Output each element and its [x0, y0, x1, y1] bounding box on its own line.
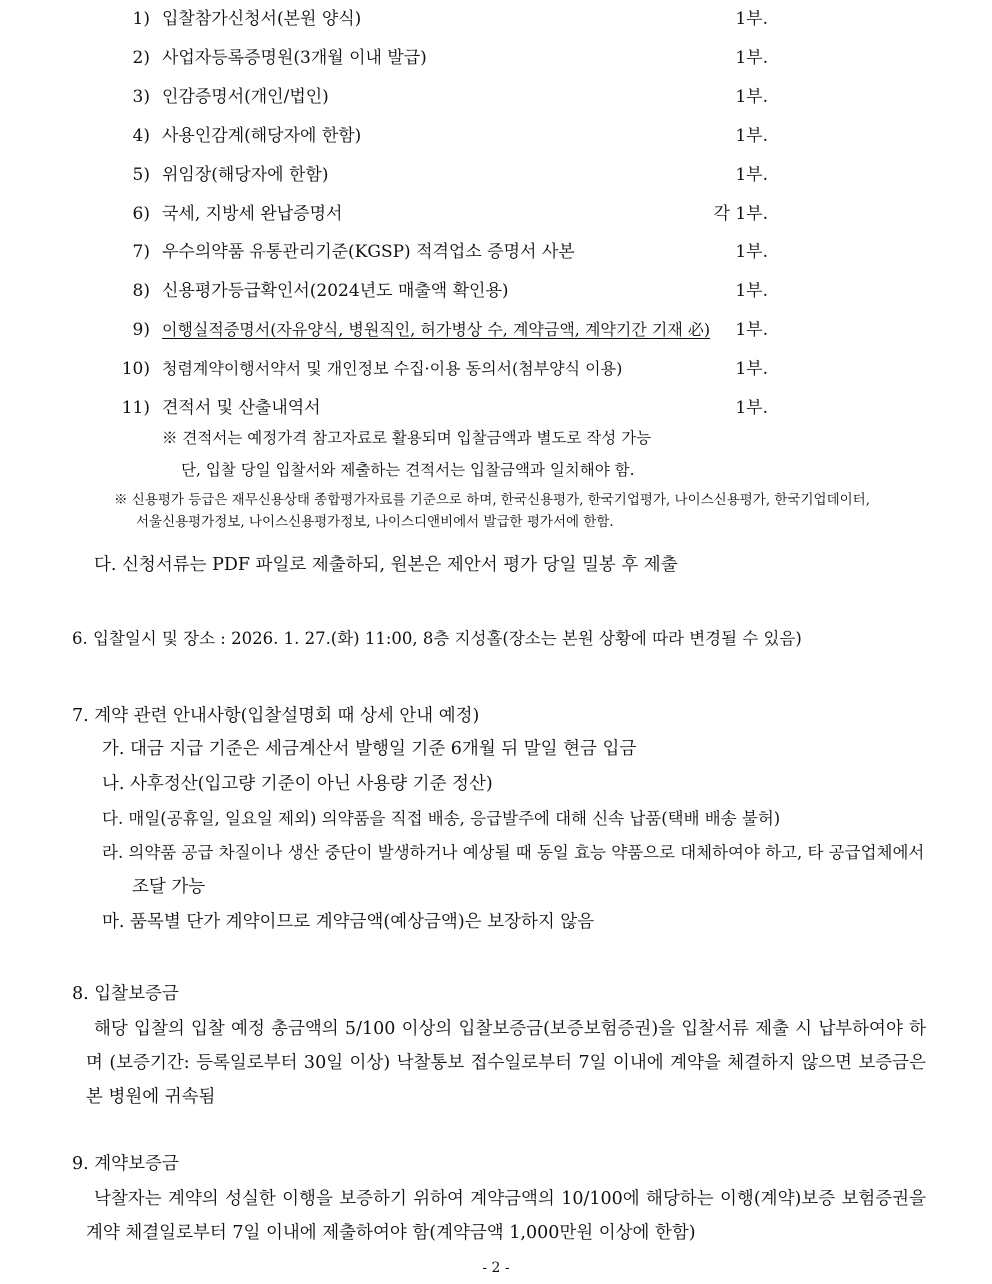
list-item — [0, 355, 992, 383]
item-count: 1부. — [735, 165, 768, 185]
section-6-bid-schedule: 6. 입찰일시 및 장소 : 2026. 1. 27.(화) 11:00, 8층 지성홀(장소는 본원 상황에 따라 변경될 수 있음) — [72, 629, 802, 648]
item-label: 사업자등록증명원(3개월 이내 발급) — [162, 48, 427, 68]
item-number: 6) — [132, 204, 150, 224]
section-8-title: 8. 입찰보증금 — [72, 984, 179, 1004]
item-label: 국세, 지방세 완납증명서 — [162, 204, 343, 224]
section-9-body: 낙찰자는 계약의 성실한 이행을 보증하기 위하여 계약금액의 10/100에 해당하는 이행(계약)보증 보험증권을 계약 체결일로부터 7일 이내에 제출하여야 함(계약금액 1,000만원 이상에 한함) — [86, 1189, 926, 1243]
item-number: 1) — [132, 9, 150, 29]
item-number: 9) — [132, 320, 150, 340]
item-number: 3) — [132, 87, 150, 107]
item-label: 인감증명서(개인/법인) — [162, 87, 329, 107]
item-number: 2) — [132, 48, 150, 68]
item-count: 1부. — [735, 48, 768, 68]
section-7-item: 나. 사후정산(입고량 기준이 아닌 사용량 기준 정산) — [102, 774, 493, 794]
section-7-title: 7. 계약 관련 안내사항(입찰설명회 때 상세 안내 예정) — [72, 706, 480, 726]
item-count: 1부. — [735, 9, 768, 29]
submission-note: 다. 신청서류는 PDF 파일로 제출하되, 원본은 제안서 평가 당일 밀봉 후 제출 — [94, 555, 678, 575]
item-count: 1부. — [735, 281, 768, 301]
list-item — [0, 316, 992, 344]
item-number: 11) — [121, 398, 150, 418]
item-number: 4) — [132, 126, 150, 146]
item-count: 1부. — [735, 126, 768, 146]
list-item — [0, 238, 992, 266]
list-item — [0, 5, 992, 33]
section-7-item: 마. 품목별 단가 계약이므로 계약금액(예상금액)은 보장하지 않음 — [102, 912, 595, 932]
item-label: 견적서 및 산출내역서 — [162, 398, 321, 418]
item-count: 1부. — [735, 359, 768, 379]
item-count: 1부. — [735, 87, 768, 107]
section-7-item: 라. 의약품 공급 차질이나 생산 중단이 발생하거나 예상될 때 동일 효능 약품으로 대체하여야 하고, 타 공급업체에서 — [102, 843, 925, 862]
item-count: 각 1부. — [713, 204, 768, 224]
item-label: 입찰참가신청서(본원 양식) — [162, 9, 362, 29]
list-item — [0, 161, 992, 189]
list-item — [0, 394, 992, 422]
credit-note-line2: 서울신용평가정보, 나이스신용평가정보, 나이스디앤비에서 발급한 평가서에 한함. — [136, 514, 614, 530]
page-number: - 2 - — [482, 1260, 510, 1276]
section-9-title: 9. 계약보증금 — [72, 1154, 179, 1174]
item-label: 위임장(해당자에 한함) — [162, 165, 329, 185]
item-number: 8) — [132, 281, 150, 301]
estimate-note-line2: 단, 입찰 당일 입찰서와 제출하는 견적서는 입찰금액과 일치해야 함. — [181, 461, 635, 479]
item-label: 사용인감계(해당자에 한함) — [162, 126, 362, 146]
list-item — [0, 200, 992, 228]
item-number: 5) — [132, 165, 150, 185]
item-label: 이행실적증명서(자유양식, 병원직인, 허가병상 수, 계약금액, 계약기간 기재 必) — [162, 320, 711, 339]
list-item — [0, 44, 992, 72]
item-count: 1부. — [735, 242, 768, 262]
list-item — [0, 122, 992, 150]
estimate-note-line1: ※ 견적서는 예정가격 참고자료로 활용되며 입찰금액과 별도로 작성 가능 — [162, 429, 652, 447]
item-label: 청렴계약이행서약서 및 개인정보 수집·이용 동의서(첨부양식 이용) — [162, 359, 623, 378]
list-item — [0, 83, 992, 111]
item-number: 10) — [121, 359, 150, 379]
credit-note-line1: ※ 신용평가 등급은 재무신용상태 종합평가자료를 기준으로 하며, 한국신용평가, 한국기업평가, 나이스신용평가, 한국기업데이터, — [114, 492, 870, 508]
section-7-item: 다. 매일(공휴일, 일요일 제외) 의약품을 직접 배송, 응급발주에 대해 신속 납품(택배 배송 불허) — [102, 809, 781, 828]
section-8-body: 해당 입찰의 입찰 예정 총금액의 5/100 이상의 입찰보증금(보증보험증권)을 입찰서류 제출 시 납부하여야 하며 (보증기간: 등록일로부터 30일 이상) 낙찰통보 접수일로부터 7일 이내에 계약을 체결하지 않으면 보증금은 본 병원에 귀속됨 — [86, 1019, 926, 1107]
item-count: 1부. — [735, 398, 768, 418]
list-item — [0, 277, 992, 305]
item-label: 신용평가등급확인서(2024년도 매출액 확인용) — [162, 281, 509, 301]
section-7-item-continuation: 조달 가능 — [132, 877, 206, 897]
item-number: 7) — [132, 242, 150, 262]
section-7-item: 가. 대금 지급 기준은 세금계산서 발행일 기준 6개월 뒤 말일 현금 입금 — [102, 739, 637, 759]
item-label: 우수의약품 유통관리기준(KGSP) 적격업소 증명서 사본 — [162, 242, 575, 262]
item-count: 1부. — [735, 320, 768, 340]
